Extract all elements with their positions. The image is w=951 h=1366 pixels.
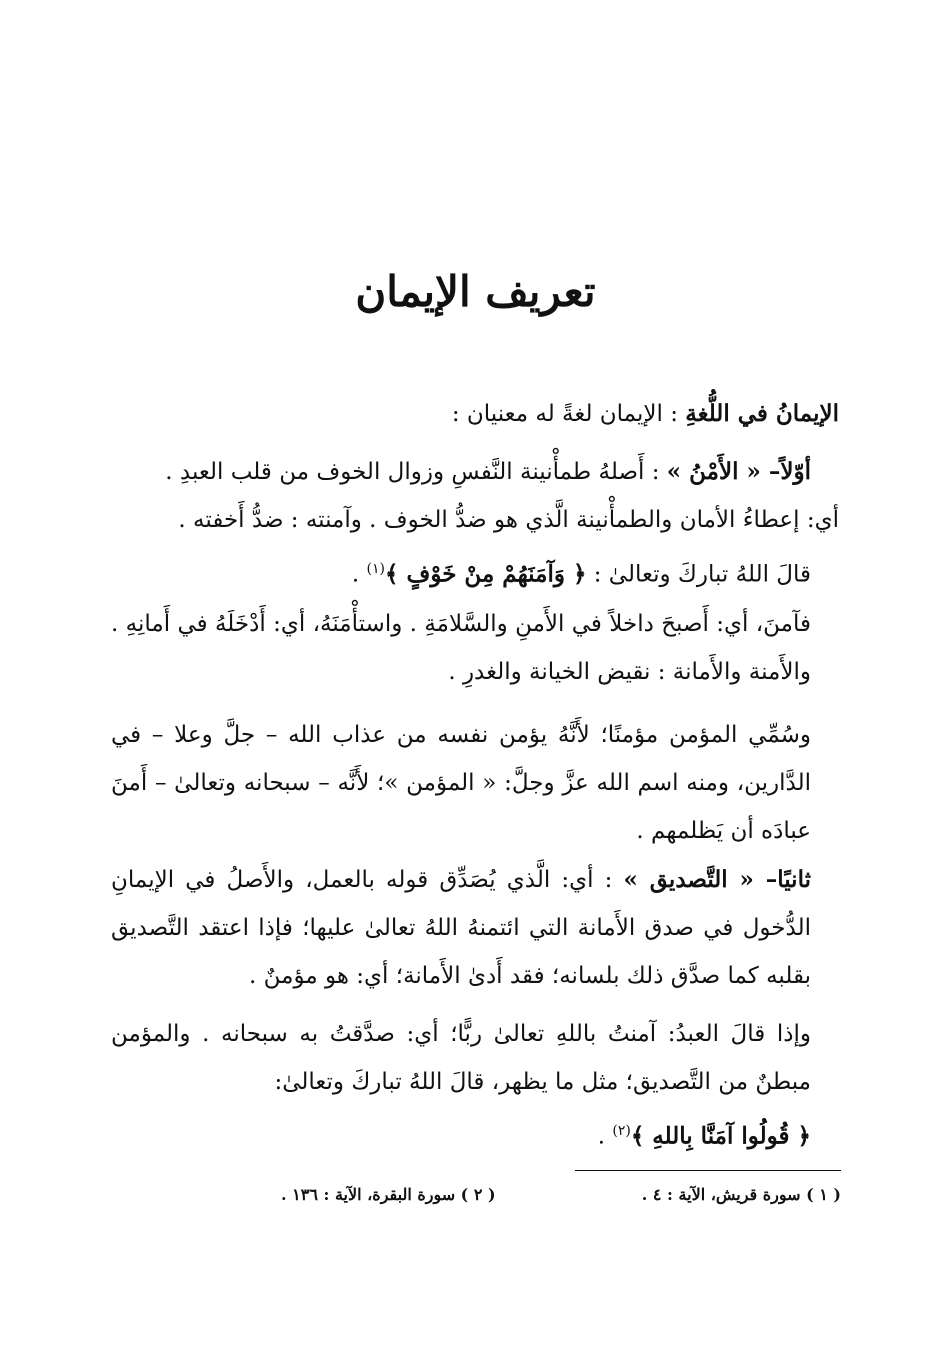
quran-verse-2: ﴿ قُولُوا آمَنَّا بِاللهِ ﴾ [630, 1122, 811, 1150]
paragraph-text: فآمنَ، أي: أَصبحَ داخلاً في الأَمنِ والسَّلامَةِ . واستأْمَنَهُ، أي: أَدْخَلَهُ في أَمانِهِ . والأَمنة والأَمانة : نقيض الخيانة والغدرِ . [111, 611, 811, 685]
quote-intro: قالَ اللهُ تباركَ وتعالىٰ : [593, 561, 811, 588]
paragraph-quran-quote-1 [111, 545, 839, 599]
footnote-1: ( ١ ) سورة قريش، الآية : ٤ . [641, 1185, 841, 1204]
label-second-meaning: ثانيًا– « التَّصديق » [623, 866, 811, 893]
page-title: تعريف الإيمان [355, 267, 596, 316]
sentence-end: . [597, 1123, 606, 1150]
paragraph-first-meaning [111, 448, 839, 544]
footnote-ref-1[interactable]: (١) [366, 561, 385, 577]
footnote-2: ( ٢ ) سورة البقرة، الآية : ١٣٦ . [281, 1185, 496, 1204]
paragraph-mumin-naming [111, 711, 839, 855]
paragraph-text: : الإيمان لغةً له معنيان : [451, 401, 678, 427]
paragraph-tasdiq [111, 1010, 839, 1106]
paragraph-text-line2: أي: إعطاءُ الأمان والطمأْنينة الَّذي هو ضدُّ الخوف . وآمنته : ضدُّ أَخفته . [178, 507, 839, 533]
paragraph-definition-language [111, 390, 839, 438]
paragraph-amana [111, 600, 839, 696]
sentence-end: . [351, 561, 360, 588]
paragraph-text: : أي: الَّذي يُصَدِّق قوله بالعمل، والأَصلُ في الإيمانِ الدُّخول في صدق الأَمانة التي ائتمنهُ اللهُ تعالىٰ عليها؛ فإذا اعتقد التَّصديق بقلبه كما صدَّق ذلك بلسانه؛ فقد أَدىٰ الأَمانة؛ أي: هو مؤمنٌ . [111, 867, 811, 989]
paragraph-text: : أَصلهُ طمأْنينة النَّفسِ وزوال الخوف من قلب العبدِ . [165, 459, 660, 485]
footnotes [281, 1180, 841, 1210]
paragraph-second-meaning [111, 856, 839, 1000]
label-first-meaning: أوّلاً– « الأَمْنُ » [666, 458, 811, 485]
term-iman-lugha: الإيمانُ في اللُّغةِ [685, 400, 839, 427]
footnote-divider [575, 1170, 841, 1171]
quran-verse-1: ﴿ وَآمَنَهُمْ مِنْ خَوْفٍ ﴾ [385, 560, 587, 588]
paragraph-text: وسُمِّي المؤمن مؤمنًا؛ لأَنَّهُ يؤمن نفسه من عذاب الله – جلَّ وعلا – في الدَّارين، ومنه اسم الله عزَّ وجلَّ: « المؤمن »؛ لأَنَّه – سبحانه وتعالىٰ – أَمنَ عبادَه أن يَظلمهم . [111, 722, 811, 844]
paragraph-quran-quote-2 [111, 1107, 839, 1161]
footnote-ref-2[interactable]: (٢) [612, 1123, 631, 1139]
paragraph-text: وإذا قالَ العبدُ: آمنتُ باللهِ تعالىٰ ربًّا؛ أي: صدَّقتُ به سبحانه . والمؤمن مبطنٌ من التَّصديق؛ مثل ما يظهر، قالَ اللهُ تباركَ وتعالىٰ: [111, 1021, 811, 1095]
